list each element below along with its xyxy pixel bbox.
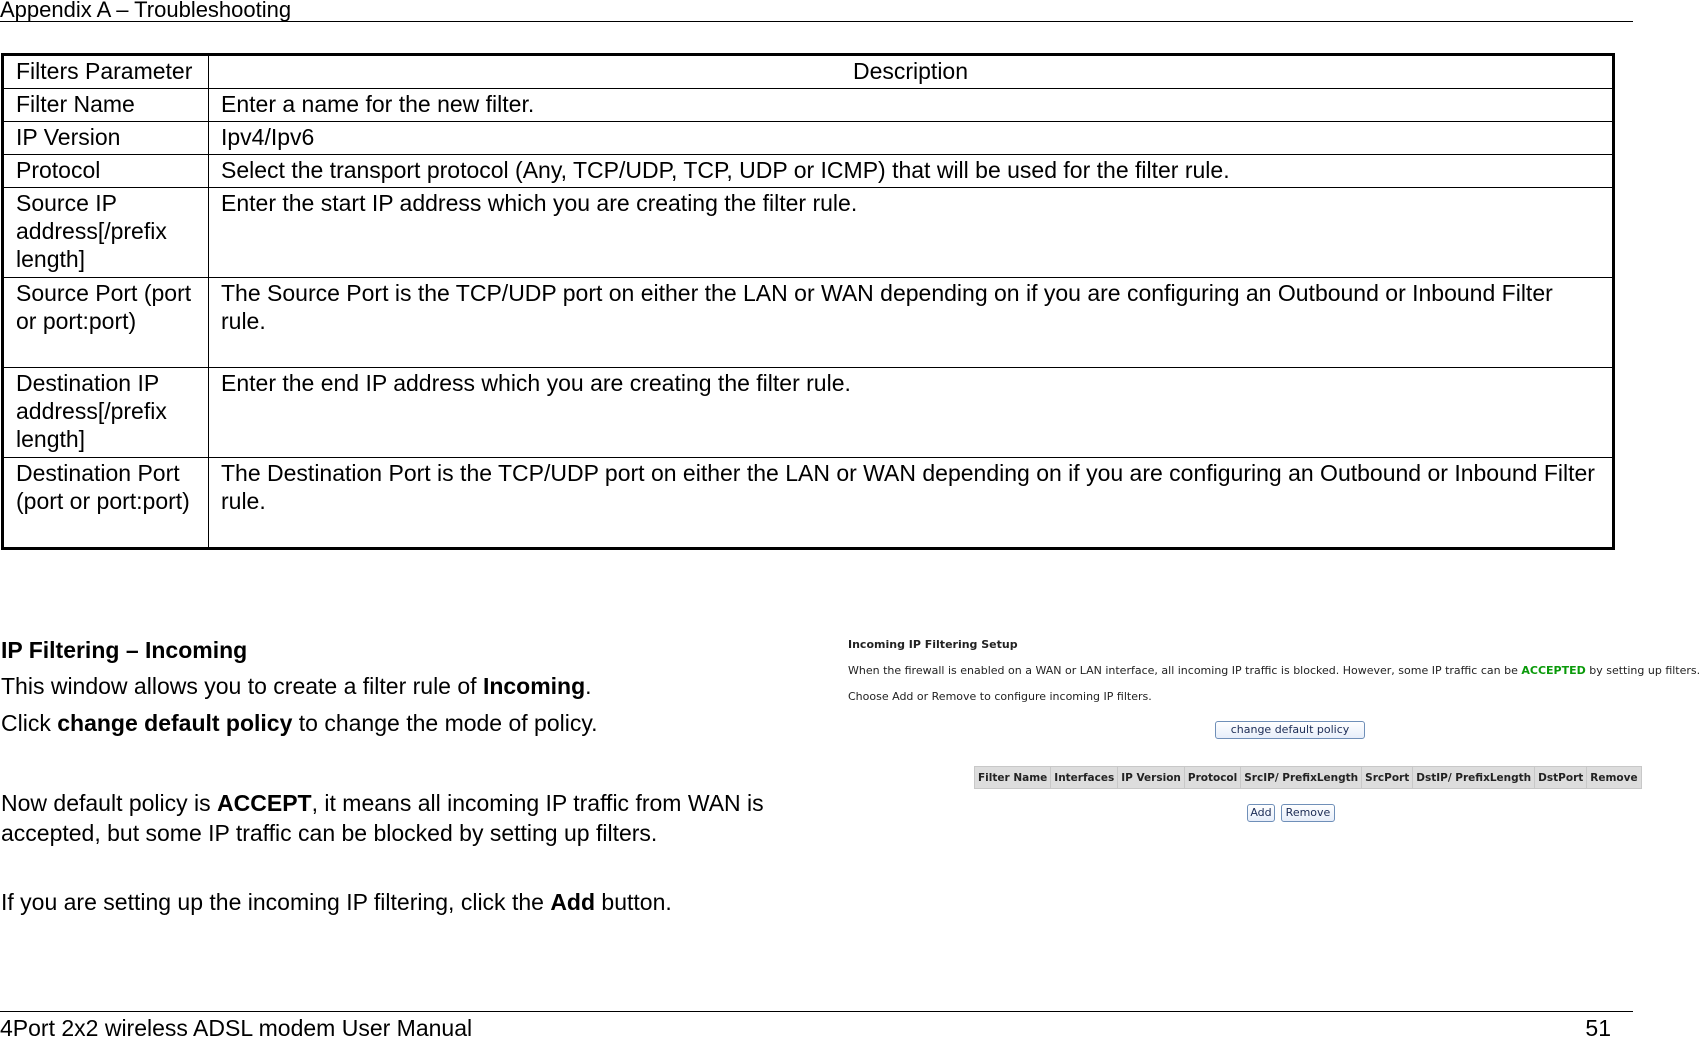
- ip-filtering-incoming-section: [1, 636, 811, 915]
- screenshot-title: Incoming IP Filtering Setup: [848, 638, 1018, 651]
- table-row: [3, 278, 1614, 368]
- add-button[interactable]: Add: [1247, 804, 1275, 822]
- row-param: Filter Name: [3, 89, 209, 122]
- filter-parameters-table: [1, 53, 1615, 550]
- column-header: SrcIP/ PrefixLength: [1241, 767, 1362, 789]
- filter-list-table: [974, 766, 1642, 789]
- table-row: [3, 188, 1614, 278]
- accepted-label: ACCEPTED: [1521, 664, 1586, 677]
- screenshot-description: [848, 664, 1700, 677]
- bold-text: Add: [550, 889, 596, 915]
- paragraph-add: [1, 887, 811, 917]
- section-title: IP Filtering – Incoming: [1, 637, 248, 663]
- text: Click: [1, 710, 58, 736]
- row-param: Protocol: [3, 155, 209, 188]
- bold-text: ACCEPT: [217, 790, 312, 816]
- row-param: Source Port (port or port:port): [3, 278, 209, 368]
- page-header: [0, 0, 1633, 22]
- row-param: Destination IP address[/prefix length]: [3, 368, 209, 458]
- paragraph-policy: [1, 708, 811, 738]
- text: , it means all incoming IP traffic from WAN is accepted, but some IP traffic can be blocked by setting up filters.: [1, 790, 764, 846]
- bold-text: Incoming: [482, 673, 586, 699]
- row-description: Enter a name for the new filter.: [209, 89, 1614, 122]
- column-header: Protocol: [1184, 767, 1240, 789]
- page-footer: [0, 1011, 1633, 1041]
- text: Now default policy is: [1, 790, 218, 816]
- row-description: Select the transport protocol (Any, TCP/UDP, TCP, UDP or ICMP) that will be used for the filter rule.: [209, 155, 1614, 188]
- page-number: 51: [1585, 1015, 1611, 1041]
- row-description: The Destination Port is the TCP/UDP port on either the LAN or WAN depending on if you are configuring an Outbound or Inbound Filter rule.: [209, 458, 1614, 549]
- row-description: Enter the end IP address which you are creating the filter rule.: [209, 368, 1614, 458]
- bold-text: change default policy: [57, 710, 293, 736]
- footer-manual-title: 4Port 2x2 wireless ADSL modem User Manual: [0, 1015, 473, 1041]
- column-header: Filter Name: [975, 767, 1051, 789]
- text: to change the mode of policy.: [292, 710, 598, 736]
- text: by setting up filters.: [1585, 664, 1700, 677]
- text: .: [585, 673, 592, 699]
- column-header: DstPort: [1535, 767, 1587, 789]
- row-param: Source IP address[/prefix length]: [3, 188, 209, 278]
- filter-list-header-row: [975, 767, 1642, 789]
- text: If you are setting up the incoming IP filtering, click the: [1, 889, 551, 915]
- header-title: Appendix A – Troubleshooting: [0, 0, 292, 22]
- text: This window allows you to create a filter rule of: [1, 673, 483, 699]
- paragraph-default-policy: [1, 788, 811, 848]
- table-row: [3, 155, 1614, 188]
- column-header: Remove: [1587, 767, 1641, 789]
- row-description: The Source Port is the TCP/UDP port on either the LAN or WAN depending on if you are configuring an Outbound or Inbound Filter rule.: [209, 278, 1614, 368]
- column-header: DstIP/ PrefixLength: [1413, 767, 1535, 789]
- header-description: Description: [209, 55, 1614, 89]
- table-row: [3, 458, 1614, 549]
- text: When the firewall is enabled on a WAN or LAN interface, all incoming IP traffic is blocked. However, some IP traffic can be: [848, 664, 1522, 677]
- column-header: IP Version: [1118, 767, 1185, 789]
- table-row: [3, 89, 1614, 122]
- row-param: IP Version: [3, 122, 209, 155]
- header-param: Filters Parameter: [3, 55, 209, 89]
- table-row: [3, 122, 1614, 155]
- table-header-row: [3, 55, 1614, 89]
- remove-button[interactable]: Remove: [1281, 804, 1335, 822]
- paragraph-intro: [1, 671, 811, 701]
- row-description: Ipv4/Ipv6: [209, 122, 1614, 155]
- column-header: SrcPort: [1362, 767, 1413, 789]
- incoming-ip-filtering-screenshot: [846, 636, 1700, 836]
- text: button.: [595, 889, 672, 915]
- row-description: Enter the start IP address which you are creating the filter rule.: [209, 188, 1614, 278]
- table-row: [3, 368, 1614, 458]
- column-header: Interfaces: [1051, 767, 1118, 789]
- row-param: Destination Port (port or port:port): [3, 458, 209, 549]
- change-default-policy-button[interactable]: change default policy: [1215, 721, 1365, 739]
- screenshot-instructions: Choose Add or Remove to configure incoming IP filters.: [848, 690, 1152, 703]
